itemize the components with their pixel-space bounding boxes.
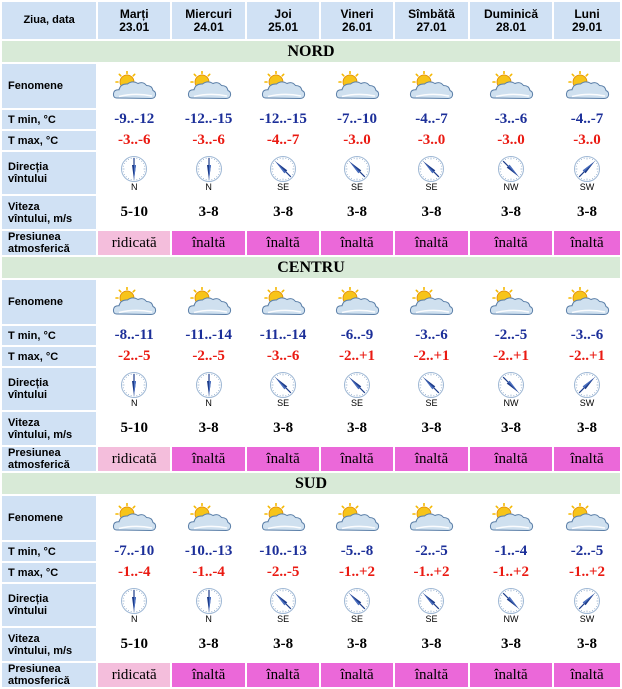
- day-header: [321, 2, 393, 39]
- wind-speed-value: 3-8: [554, 196, 620, 229]
- tmax-value: -3..-6: [172, 131, 245, 150]
- wind-direction-cell: [172, 584, 245, 626]
- wind-speed-row: [2, 412, 620, 445]
- tmin-value: -4..-7: [554, 110, 620, 129]
- tmax-value: -3..0: [554, 131, 620, 150]
- row-label-line: Direcția: [8, 593, 48, 605]
- row-label-line: vîntului: [8, 389, 47, 401]
- pressure-value: înaltă: [554, 231, 620, 255]
- wind-direction-icon: [343, 371, 371, 399]
- wind-speed-value: 3-8: [321, 196, 393, 229]
- weather-cell: [554, 496, 620, 540]
- wind-direction-label: SW: [554, 399, 620, 408]
- day-name: Miercuri: [185, 7, 232, 21]
- row-label-line: Viteza: [8, 633, 40, 645]
- pressure-value: înaltă: [470, 231, 552, 255]
- header-row: [2, 2, 620, 39]
- wind-direction-label: N: [98, 399, 170, 408]
- partly-cloudy-icon: [334, 287, 380, 317]
- row-label-line: atmosferică: [8, 243, 70, 255]
- pressure-value: înaltă: [321, 663, 393, 687]
- wind-direction-icon: [417, 155, 445, 183]
- row-label-line: vîntului, m/s: [8, 645, 72, 657]
- pressure-value: înaltă: [554, 447, 620, 471]
- day-header: [247, 2, 319, 39]
- wind-direction-cell: [247, 368, 319, 410]
- row-label: T max, °C: [2, 563, 96, 582]
- partly-cloudy-icon: [186, 287, 232, 317]
- wind-speed-value: 3-8: [247, 196, 319, 229]
- day-name: Marți: [120, 7, 149, 21]
- row-label-line: Presiunea: [8, 663, 61, 675]
- pressure-value: înaltă: [395, 663, 468, 687]
- wind-direction-icon: [269, 155, 297, 183]
- wind-direction-cell: [470, 584, 552, 626]
- tmin-value: -10..-13: [172, 542, 245, 561]
- row-label-line: Presiunea: [8, 231, 61, 243]
- phenomena-row: [2, 280, 620, 324]
- tmin-row: [2, 542, 620, 561]
- wind-direction-cell: [98, 584, 170, 626]
- day-name: Joi: [274, 7, 291, 21]
- wind-direction-icon: [269, 371, 297, 399]
- row-label: Fenomene: [2, 280, 96, 324]
- row-label: T min, °C: [2, 542, 96, 561]
- tmax-value: -2..+1: [554, 347, 620, 366]
- wind-direction-label: N: [98, 183, 170, 192]
- wind-speed-value: 3-8: [554, 628, 620, 661]
- day-name: Luni: [574, 7, 599, 21]
- wind-speed-value: 3-8: [395, 412, 468, 445]
- row-label: [2, 368, 96, 410]
- row-label: T min, °C: [2, 110, 96, 129]
- tmin-value: -12..-15: [172, 110, 245, 129]
- day-date: 25.01: [268, 20, 298, 34]
- pressure-value: înaltă: [172, 231, 245, 255]
- tmin-value: -3..-6: [395, 326, 468, 345]
- region-title: CENTRU: [2, 257, 620, 278]
- wind-direction-icon: [120, 371, 148, 399]
- tmin-value: -3..-6: [470, 110, 552, 129]
- tmax-value: -1..-4: [172, 563, 245, 582]
- wind-direction-cell: [554, 152, 620, 194]
- wind-direction-label: N: [172, 615, 245, 624]
- weather-cell: [470, 496, 552, 540]
- tmin-value: -5..-8: [321, 542, 393, 561]
- wind-direction-cell: [554, 368, 620, 410]
- pressure-value: înaltă: [470, 447, 552, 471]
- tmin-value: -11..-14: [172, 326, 245, 345]
- wind-speed-value: 3-8: [172, 628, 245, 661]
- weather-cell: [395, 64, 468, 108]
- partly-cloudy-icon: [334, 71, 380, 101]
- wind-direction-label: NW: [470, 183, 552, 192]
- partly-cloudy-icon: [488, 503, 534, 533]
- tmin-value: -7..-10: [98, 542, 170, 561]
- wind-direction-label: SE: [321, 615, 393, 624]
- region-row: [2, 473, 620, 494]
- tmax-value: -2..-5: [247, 563, 319, 582]
- wind-direction-label: SE: [247, 615, 319, 624]
- row-label-line: Presiunea: [8, 447, 61, 459]
- weather-cell: [321, 496, 393, 540]
- pressure-value: înaltă: [395, 447, 468, 471]
- weather-cell: [321, 64, 393, 108]
- wind-direction-label: NW: [470, 615, 552, 624]
- pressure-value: înaltă: [321, 231, 393, 255]
- wind-speed-value: 5-10: [98, 628, 170, 661]
- tmax-value: -2..-5: [98, 347, 170, 366]
- wind-direction-icon: [120, 155, 148, 183]
- weather-cell: [395, 496, 468, 540]
- tmin-value: -2..-5: [554, 542, 620, 561]
- row-label: [2, 584, 96, 626]
- tmax-value: -3..0: [321, 131, 393, 150]
- tmax-value: -3..-6: [247, 347, 319, 366]
- partly-cloudy-icon: [488, 287, 534, 317]
- tmax-row: [2, 347, 620, 366]
- region-title: NORD: [2, 41, 620, 62]
- tmax-row: [2, 131, 620, 150]
- wind-direction-icon: [120, 587, 148, 615]
- row-label-line: vîntului, m/s: [8, 429, 72, 441]
- row-label: T min, °C: [2, 326, 96, 345]
- tmin-value: -2..-5: [470, 326, 552, 345]
- day-header: [554, 2, 620, 39]
- weather-cell: [98, 496, 170, 540]
- day-header: [172, 2, 245, 39]
- partly-cloudy-icon: [408, 71, 454, 101]
- partly-cloudy-icon: [111, 287, 157, 317]
- row-label: Fenomene: [2, 64, 96, 108]
- row-label-line: vîntului: [8, 605, 47, 617]
- header-label: Ziua, data: [2, 2, 96, 39]
- phenomena-row: [2, 496, 620, 540]
- tmax-value: -1..+2: [395, 563, 468, 582]
- tmin-value: -12..-15: [247, 110, 319, 129]
- wind-speed-value: 3-8: [470, 412, 552, 445]
- weather-cell: [247, 496, 319, 540]
- wind-direction-icon: [343, 155, 371, 183]
- tmin-row: [2, 326, 620, 345]
- row-label: [2, 447, 96, 471]
- wind-speed-row: [2, 196, 620, 229]
- pressure-value: ridicată: [98, 231, 170, 255]
- tmax-value: -2..+1: [395, 347, 468, 366]
- wind-speed-row: [2, 628, 620, 661]
- tmax-value: -4..-7: [247, 131, 319, 150]
- tmax-value: -3..0: [470, 131, 552, 150]
- tmax-value: -1..+2: [470, 563, 552, 582]
- row-label: [2, 231, 96, 255]
- wind-direction-cell: [395, 152, 468, 194]
- wind-direction-icon: [497, 155, 525, 183]
- pressure-row: [2, 447, 620, 471]
- wind-direction-icon: [497, 371, 525, 399]
- weather-cell: [172, 280, 245, 324]
- wind-direction-label: SW: [554, 183, 620, 192]
- day-name: Sîmbătă: [408, 7, 455, 21]
- pressure-value: ridicată: [98, 447, 170, 471]
- partly-cloudy-icon: [186, 71, 232, 101]
- tmin-value: -1..-4: [470, 542, 552, 561]
- wind-direction-row: [2, 368, 620, 410]
- wind-direction-cell: [98, 368, 170, 410]
- wind-speed-value: 3-8: [321, 412, 393, 445]
- partly-cloudy-icon: [564, 287, 610, 317]
- weather-cell: [470, 280, 552, 324]
- partly-cloudy-icon: [488, 71, 534, 101]
- row-label: Fenomene: [2, 496, 96, 540]
- day-date: 27.01: [416, 20, 446, 34]
- tmin-value: -10..-13: [247, 542, 319, 561]
- region-row: [2, 41, 620, 62]
- pressure-value: înaltă: [247, 663, 319, 687]
- pressure-value: înaltă: [395, 231, 468, 255]
- tmax-value: -1..+2: [554, 563, 620, 582]
- wind-speed-value: 3-8: [172, 196, 245, 229]
- wind-direction-cell: [554, 584, 620, 626]
- partly-cloudy-icon: [260, 503, 306, 533]
- partly-cloudy-icon: [334, 503, 380, 533]
- partly-cloudy-icon: [111, 503, 157, 533]
- row-label: [2, 196, 96, 229]
- wind-speed-value: 3-8: [247, 412, 319, 445]
- pressure-value: înaltă: [247, 447, 319, 471]
- wind-speed-value: 3-8: [470, 196, 552, 229]
- weather-cell: [98, 280, 170, 324]
- weather-cell: [247, 280, 319, 324]
- day-date: 26.01: [342, 20, 372, 34]
- tmin-value: -3..-6: [554, 326, 620, 345]
- row-label-line: Viteza: [8, 201, 40, 213]
- row-label: [2, 663, 96, 687]
- weather-cell: [172, 64, 245, 108]
- wind-direction-row: [2, 584, 620, 626]
- row-label-line: atmosferică: [8, 459, 70, 471]
- row-label-line: vîntului, m/s: [8, 213, 72, 225]
- wind-direction-cell: [321, 368, 393, 410]
- day-name: Vineri: [340, 7, 373, 21]
- wind-direction-icon: [573, 587, 601, 615]
- wind-direction-icon: [417, 587, 445, 615]
- weather-cell: [321, 280, 393, 324]
- wind-direction-icon: [195, 155, 223, 183]
- wind-direction-icon: [195, 587, 223, 615]
- wind-direction-cell: [470, 368, 552, 410]
- wind-direction-icon: [195, 371, 223, 399]
- weather-cell: [247, 64, 319, 108]
- wind-direction-icon: [417, 371, 445, 399]
- phenomena-row: [2, 64, 620, 108]
- pressure-value: înaltă: [554, 663, 620, 687]
- wind-speed-value: 3-8: [554, 412, 620, 445]
- day-header: [470, 2, 552, 39]
- wind-direction-icon: [343, 587, 371, 615]
- tmin-value: -7..-10: [321, 110, 393, 129]
- weather-cell: [395, 280, 468, 324]
- tmax-value: -2..+1: [321, 347, 393, 366]
- weather-cell: [98, 64, 170, 108]
- row-label-line: Direcția: [8, 161, 48, 173]
- partly-cloudy-icon: [408, 287, 454, 317]
- day-header: [98, 2, 170, 39]
- tmax-value: -3..-6: [98, 131, 170, 150]
- day-date: 28.01: [496, 20, 526, 34]
- pressure-value: înaltă: [470, 663, 552, 687]
- weather-cell: [172, 496, 245, 540]
- pressure-value: înaltă: [172, 447, 245, 471]
- wind-direction-icon: [497, 587, 525, 615]
- row-label: [2, 412, 96, 445]
- wind-direction-cell: [321, 152, 393, 194]
- wind-direction-cell: [172, 152, 245, 194]
- wind-direction-cell: [470, 152, 552, 194]
- day-name: Duminică: [484, 7, 538, 21]
- wind-direction-label: SE: [395, 183, 468, 192]
- row-label-line: atmosferică: [8, 675, 70, 687]
- day-date: 29.01: [572, 20, 602, 34]
- wind-direction-cell: [395, 368, 468, 410]
- wind-direction-cell: [172, 368, 245, 410]
- tmin-value: -11..-14: [247, 326, 319, 345]
- wind-speed-value: 5-10: [98, 196, 170, 229]
- wind-direction-row: [2, 152, 620, 194]
- day-date: 23.01: [119, 20, 149, 34]
- row-label: T max, °C: [2, 131, 96, 150]
- pressure-value: înaltă: [172, 663, 245, 687]
- pressure-value: înaltă: [247, 231, 319, 255]
- wind-direction-cell: [395, 584, 468, 626]
- wind-direction-label: N: [172, 183, 245, 192]
- partly-cloudy-icon: [260, 71, 306, 101]
- wind-direction-cell: [98, 152, 170, 194]
- wind-direction-label: N: [98, 615, 170, 624]
- partly-cloudy-icon: [111, 71, 157, 101]
- wind-speed-value: 3-8: [470, 628, 552, 661]
- wind-direction-cell: [247, 584, 319, 626]
- tmin-value: -9..-12: [98, 110, 170, 129]
- wind-speed-value: 5-10: [98, 412, 170, 445]
- wind-speed-value: 3-8: [321, 628, 393, 661]
- wind-speed-value: 3-8: [395, 196, 468, 229]
- partly-cloudy-icon: [408, 503, 454, 533]
- tmin-value: -2..-5: [395, 542, 468, 561]
- wind-direction-label: SE: [395, 615, 468, 624]
- row-label: [2, 152, 96, 194]
- day-date: 24.01: [194, 20, 224, 34]
- weather-cell: [554, 280, 620, 324]
- row-label-line: Viteza: [8, 417, 40, 429]
- tmax-value: -1..-4: [98, 563, 170, 582]
- row-label-line: vîntului: [8, 173, 47, 185]
- pressure-value: ridicată: [98, 663, 170, 687]
- partly-cloudy-icon: [260, 287, 306, 317]
- partly-cloudy-icon: [564, 71, 610, 101]
- tmin-value: -6..-9: [321, 326, 393, 345]
- wind-direction-label: SE: [395, 399, 468, 408]
- wind-direction-label: SE: [247, 399, 319, 408]
- wind-speed-value: 3-8: [172, 412, 245, 445]
- tmax-value: -2..+1: [470, 347, 552, 366]
- pressure-row: [2, 231, 620, 255]
- wind-direction-label: SE: [247, 183, 319, 192]
- tmin-value: -4..-7: [395, 110, 468, 129]
- wind-speed-value: 3-8: [395, 628, 468, 661]
- wind-direction-label: NW: [470, 399, 552, 408]
- partly-cloudy-icon: [186, 503, 232, 533]
- pressure-value: înaltă: [321, 447, 393, 471]
- wind-direction-label: SE: [321, 183, 393, 192]
- region-row: [2, 257, 620, 278]
- pressure-row: [2, 663, 620, 687]
- wind-direction-cell: [321, 584, 393, 626]
- wind-direction-label: SE: [321, 399, 393, 408]
- tmin-row: [2, 110, 620, 129]
- wind-direction-cell: [247, 152, 319, 194]
- wind-direction-icon: [573, 371, 601, 399]
- tmax-value: -1..+2: [321, 563, 393, 582]
- wind-direction-icon: [269, 587, 297, 615]
- row-label: T max, °C: [2, 347, 96, 366]
- wind-direction-label: N: [172, 399, 245, 408]
- row-label-line: Direcția: [8, 377, 48, 389]
- region-title: SUD: [2, 473, 620, 494]
- row-label: [2, 628, 96, 661]
- wind-direction-icon: [573, 155, 601, 183]
- wind-direction-label: SW: [554, 615, 620, 624]
- tmax-value: -3..0: [395, 131, 468, 150]
- tmin-value: -8..-11: [98, 326, 170, 345]
- partly-cloudy-icon: [564, 503, 610, 533]
- day-header: [395, 2, 468, 39]
- tmax-row: [2, 563, 620, 582]
- wind-speed-value: 3-8: [247, 628, 319, 661]
- weather-cell: [470, 64, 552, 108]
- tmax-value: -2..-5: [172, 347, 245, 366]
- weather-cell: [554, 64, 620, 108]
